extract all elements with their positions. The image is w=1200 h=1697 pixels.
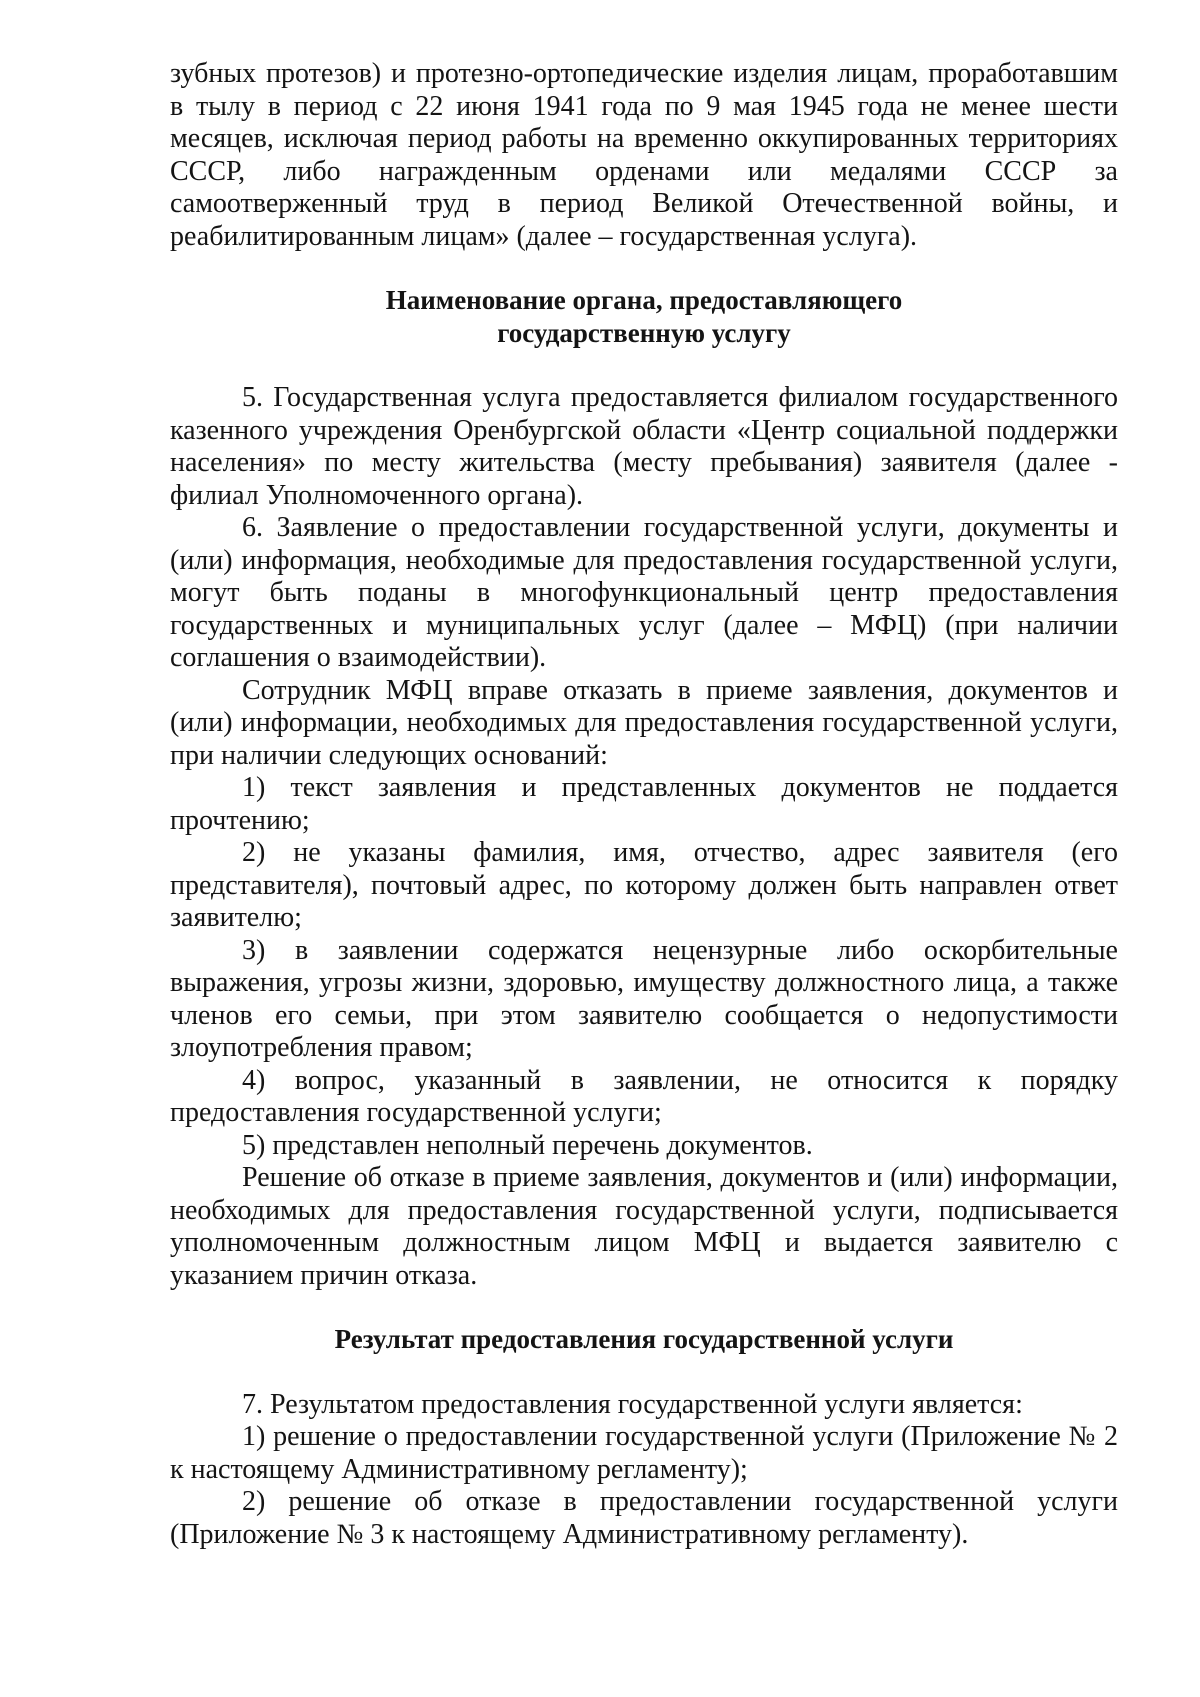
paragraph-6: 6. Заявление о предоставлении государственной услуги, документы и (или) информация, необходимые для предоставления государственной услуги, могут быть поданы в многофункциональный центр предоставления государственных и муниципальных услуг (далее – МФЦ) (при наличии соглашения о взаимодействии). (170, 512, 1118, 673)
refusal-reason-5: 5) представлен неполный перечень документов. (242, 1129, 813, 1161)
paragraph-refusal-decision: Решение об отказе в приеме заявления, документов и (или) информации, необходимых для предоставления государственной услуги, подписывается уполномоченным должностным лицом МФЦ и выдается заявителю с указанием причин отказа. (170, 1162, 1118, 1291)
refusal-reason-4: 4) вопрос, указанный в заявлении, не относится к порядку предоставления государственной услуги; (170, 1064, 1118, 1128)
paragraph-5: 5. Государственная услуга предоставляется филиалом государственного казенного учреждения Оренбургской области «Центр социальной поддержки населения» по месту жительства (месту пребывания) заявителя (далее - филиал Уполномоченного органа). (170, 382, 1118, 511)
section-heading-authority-line1: Наименование органа, предоставляющего (385, 285, 903, 315)
paragraph-refusal-grounds: Сотрудник МФЦ вправе отказать в приеме заявления, документов и (или) информации, необходимых для предоставления государственной услуги, при наличии следующих оснований: (170, 674, 1118, 771)
intro-paragraph: зубных протезов) и протезно-ортопедические изделия лицам, проработавшим в тылу в период с 22 июня 1941 года по 9 мая 1945 года не менее шести месяцев, исключая период работы на временно оккупированных территориях СССР, либо награжденным орденами или медалями СССР за самоотверженный труд в период Великой Отечественной войны, и реабилитированным лицам» (далее – государственная услуга). (170, 58, 1118, 252)
section-heading-authority-line2: государственную услугу (497, 317, 791, 348)
section-heading-result-text: Результат предоставления государственной услуги (334, 1324, 954, 1354)
section-heading-result (170, 1323, 1118, 1356)
section-heading-authority (170, 284, 1118, 349)
paragraph-7: 7. Результатом предоставления государственной услуги является: (242, 1388, 1023, 1420)
document-page (170, 58, 1118, 1551)
refusal-reason-2: 2) не указаны фамилия, имя, отчество, адрес заявителя (его представителя), почтовый адрес, по которому должен быть направлен ответ заявителю; (170, 837, 1118, 933)
refusal-reason-1: 1) текст заявления и представленных документов не поддается прочтению; (170, 772, 1118, 836)
result-item-2: 2) решение об отказе в предоставлении государственной услуги (Приложение № 3 к настоящему Административному регламенту). (170, 1486, 1118, 1550)
result-item-1: 1) решение о предоставлении государственной услуги (Приложение № 2 к настоящему Административному регламенту); (170, 1421, 1118, 1485)
refusal-reason-3: 3) в заявлении содержатся нецензурные либо оскорбительные выражения, угрозы жизни, здоровью, имуществу должностного лица, а также членов его семьи, при этом заявителю сообщается о недопустимости злоупотребления правом; (170, 934, 1118, 1063)
